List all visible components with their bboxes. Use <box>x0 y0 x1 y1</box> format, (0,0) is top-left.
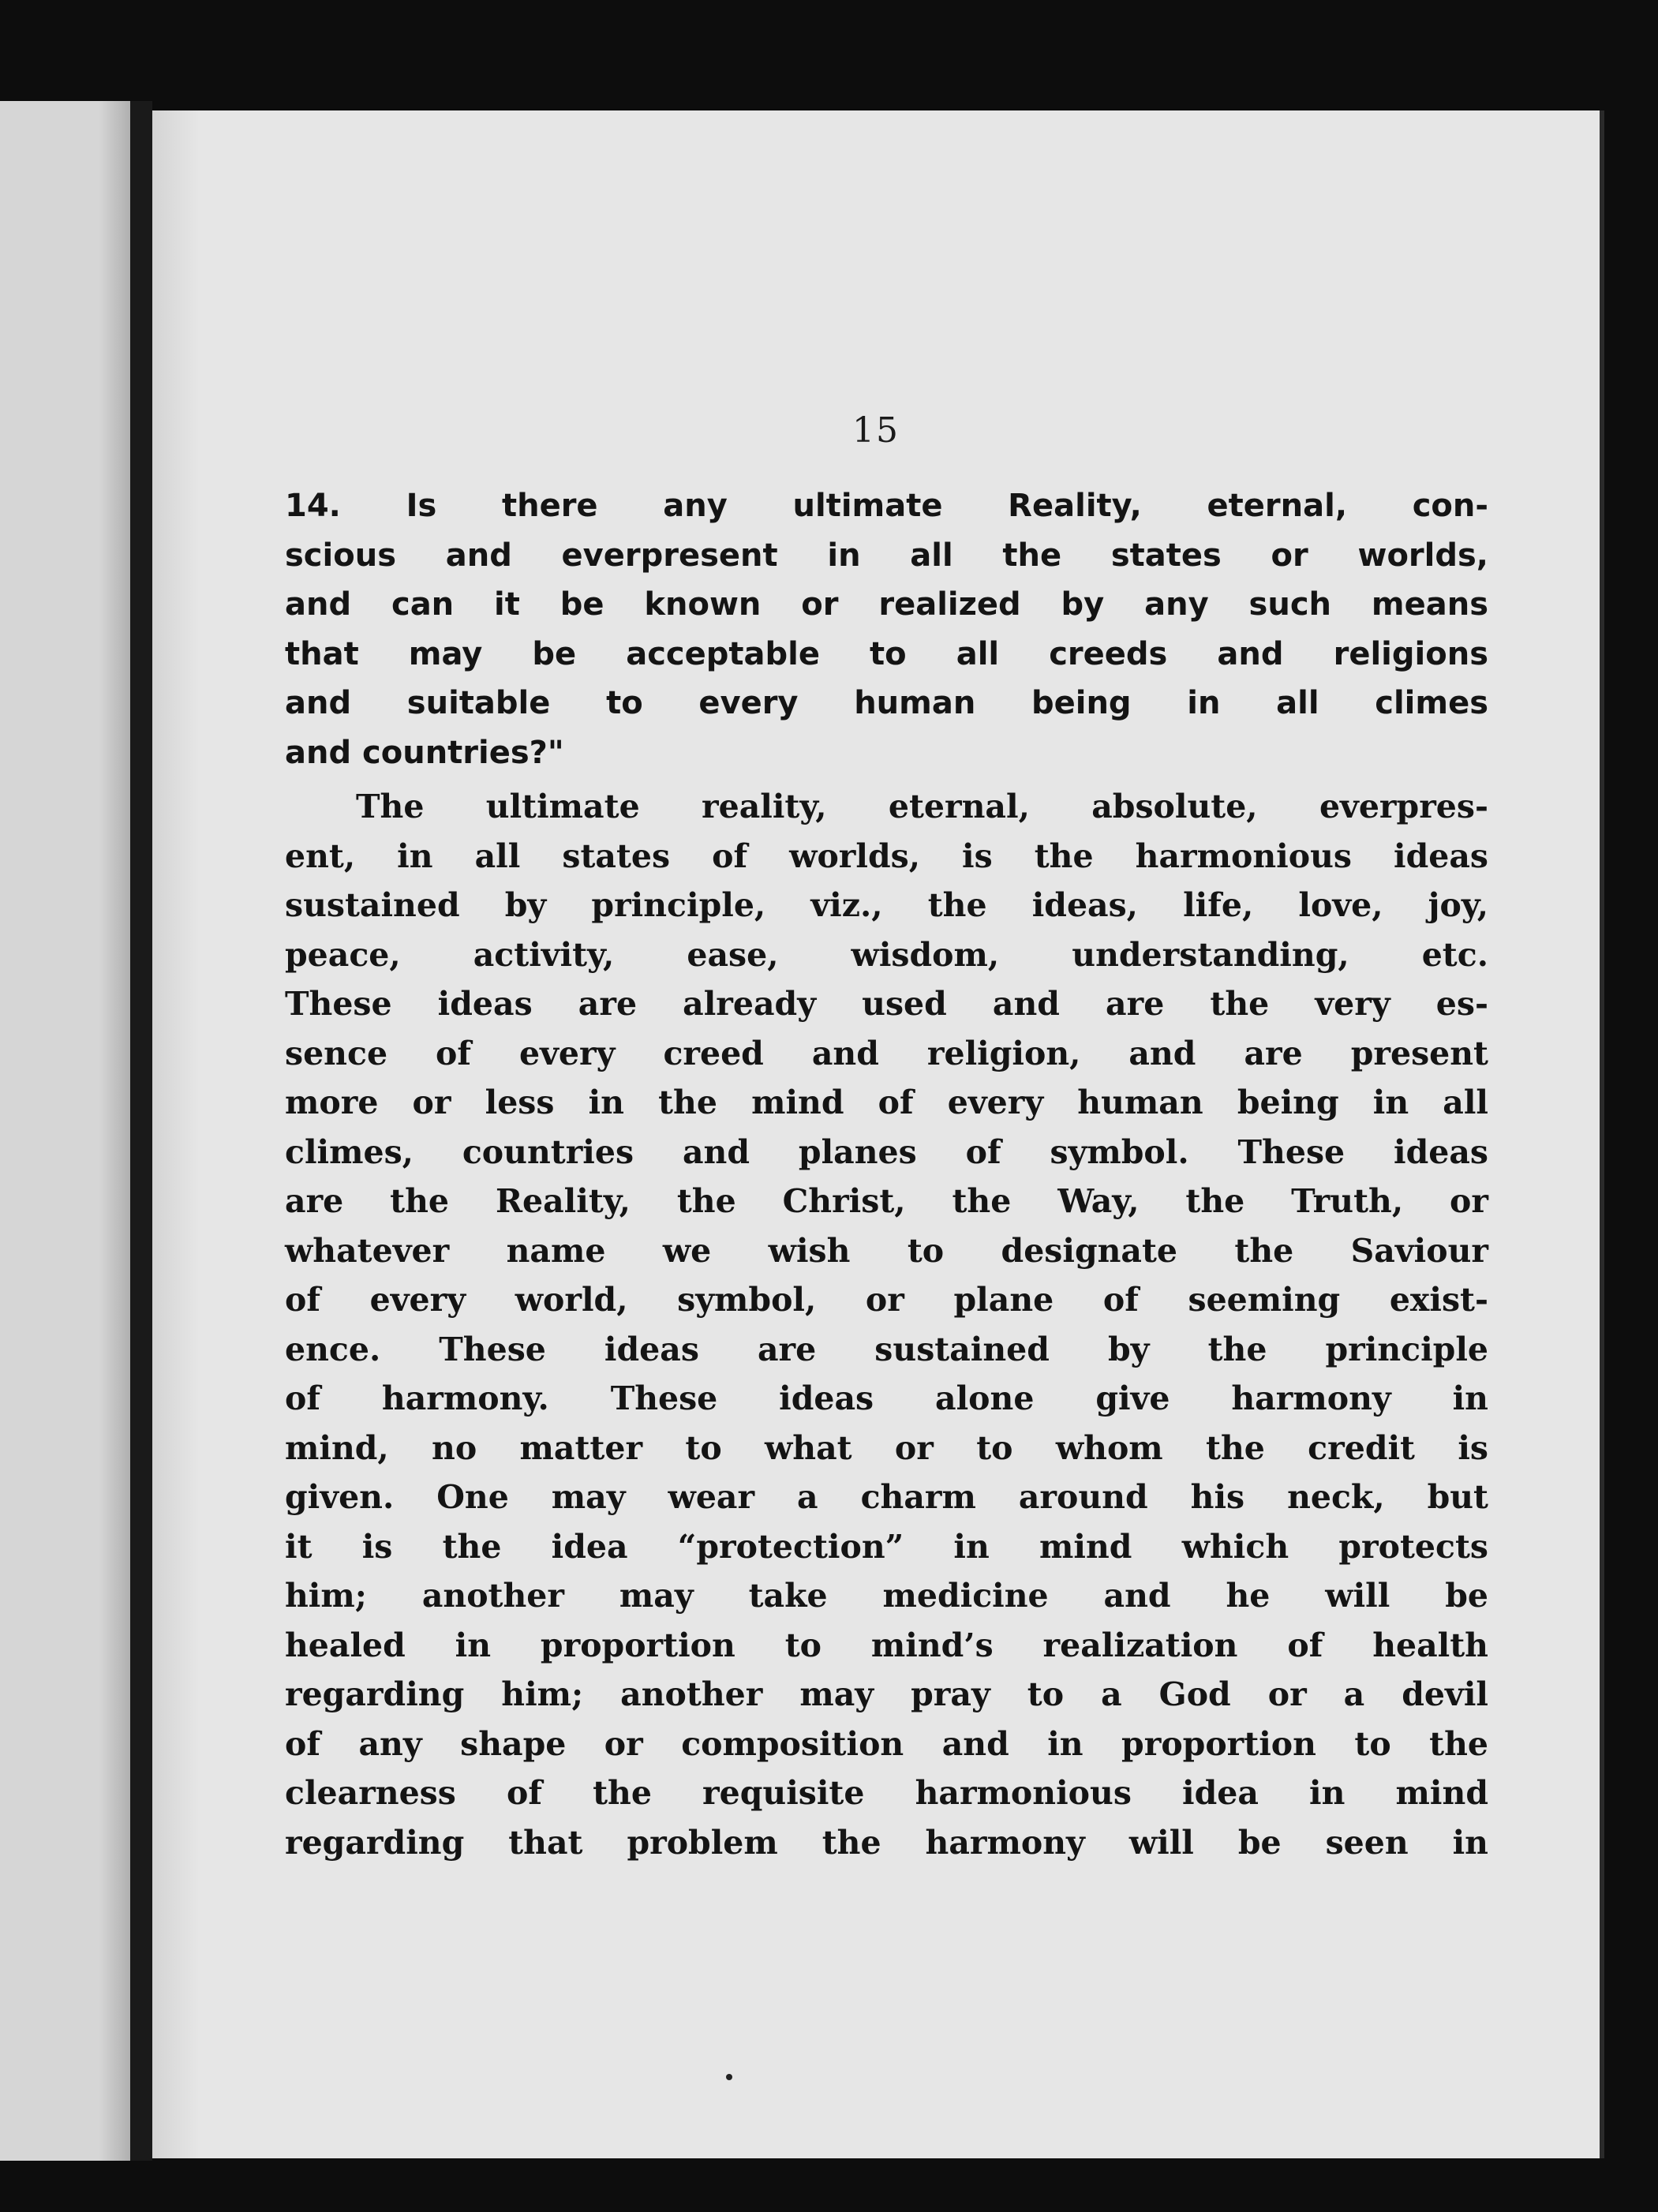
text-line: and countries?" <box>285 734 564 771</box>
text-line: it is the idea “protection” in mind which protects <box>285 1527 1488 1566</box>
text-line: are the Reality, the Christ, the Way, the Truth, or <box>285 1182 1488 1220</box>
answer-paragraph <box>285 782 1488 1867</box>
text-line: given. One may wear a charm around his neck, but <box>285 1478 1488 1516</box>
ink-speck <box>726 2074 732 2080</box>
text-line: The ultimate reality, eternal, absolute, everpres- <box>356 788 1488 825</box>
text-line: him; another may take medicine and he will be <box>285 1577 1488 1615</box>
text-line: healed in proportion to mind’s realization of health <box>285 1626 1488 1664</box>
text-line: ent, in all states of worlds, is the harmonious ideas <box>285 837 1488 875</box>
page-text <box>285 481 1488 1867</box>
text-line: mind, no matter to what or to whom the credit is <box>285 1428 1488 1467</box>
text-line: that may be acceptable to all creeds and religions <box>285 635 1488 672</box>
text-line: peace, activity, ease, wisdom, understanding, etc. <box>285 935 1488 974</box>
text-line: whatever name we wish to designate the Saviour <box>285 1231 1488 1270</box>
book-gutter <box>130 101 152 2161</box>
text-line: and can it be known or realized by any such means <box>285 586 1488 623</box>
text-line: of any shape or composition and in proportion to the <box>285 1724 1488 1763</box>
text-line: 14. Is there any ultimate Reality, eternal, con- <box>285 488 1488 524</box>
adjacent-page-edge <box>0 101 130 2161</box>
text-line: clearness of the requisite harmonious idea in mind <box>285 1774 1488 1812</box>
page-number: 15 <box>852 410 900 451</box>
text-line: regarding that problem the harmony will be seen in <box>285 1823 1488 1862</box>
text-line: of harmony. These ideas alone give harmony in <box>285 1379 1488 1417</box>
text-line: and suitable to every human being in all climes <box>285 685 1488 721</box>
text-line: scious and everpresent in all the states or worlds, <box>285 537 1488 574</box>
text-line: more or less in the mind of every human being in all <box>285 1084 1488 1121</box>
text-line: sence of every creed and religion, and are present <box>285 1034 1488 1072</box>
text-line: of every world, symbol, or plane of seeming exist- <box>285 1281 1488 1319</box>
text-line: climes, countries and planes of symbol. These ideas <box>285 1132 1488 1171</box>
text-line: sustained by principle, viz., the ideas, life, love, joy, <box>285 886 1488 924</box>
text-line: These ideas are already used and are the very es- <box>285 985 1488 1023</box>
text-line: regarding him; another may pray to a God or a devil <box>285 1675 1488 1713</box>
text-line: ence. These ideas are sustained by the principle <box>285 1330 1488 1368</box>
question-paragraph <box>285 481 1488 777</box>
book-page <box>152 110 1604 2158</box>
